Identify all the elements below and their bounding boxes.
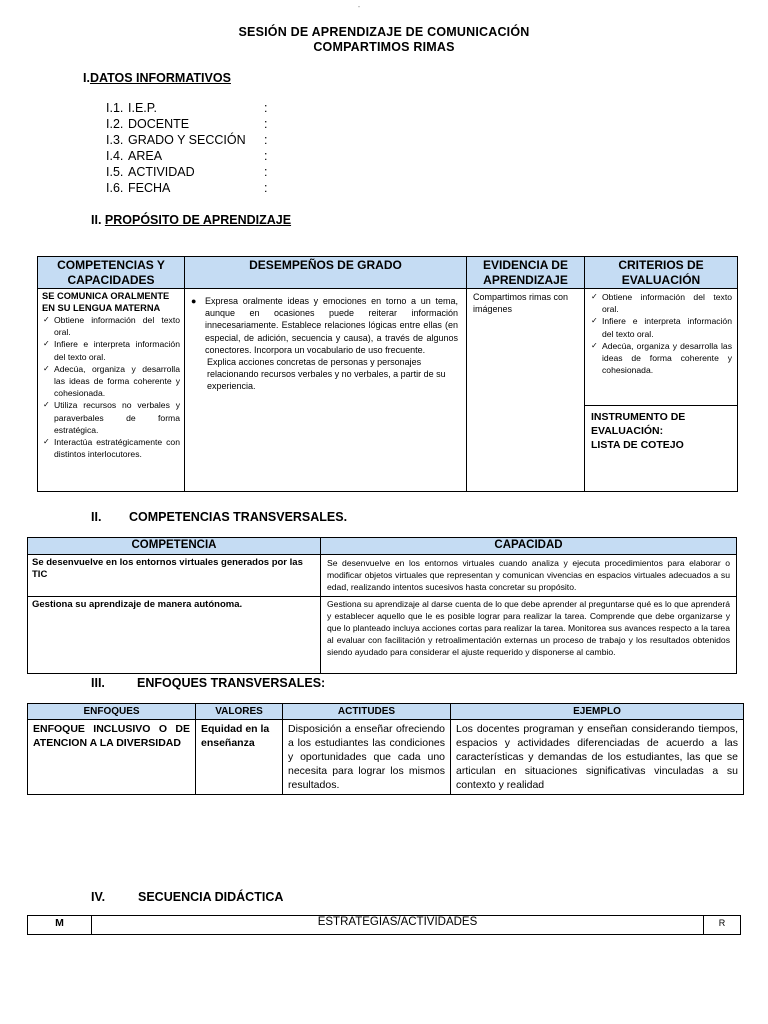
table-row: [28, 596, 737, 673]
table-row: [28, 720, 744, 795]
header-criterios: CRITERIOS DE EVALUACIÓN: [585, 257, 738, 289]
capacity-description: Se desenvuelve en los entornos virtuales cuando analiza y ejecuta procedimientos para elaborar o modificar objetos virtuales que representan y comunican vivencias en espacios virtuales adecuados a su edad, realizando intentos sucesivos hasta concretar su propósito.: [321, 555, 737, 597]
header-valores: VALORES: [196, 704, 283, 720]
info-row: [106, 133, 267, 147]
info-num: I.4.: [106, 149, 124, 163]
info-num: I.1.: [106, 101, 124, 115]
criteria-cell: [585, 289, 738, 492]
section-label: PROPÓSITO DE APRENDIZAJE: [104, 213, 292, 227]
purpose-table: [37, 256, 738, 492]
info-label: GRADO Y SECCIÓN: [128, 133, 246, 147]
instrument-line: INSTRUMENTO DE: [591, 411, 686, 423]
instrument-box: [585, 406, 737, 456]
section-label: SECUENCIA DIDÁCTICA: [138, 890, 284, 904]
info-label: AREA: [128, 149, 163, 163]
header-estrategias: ESTRATEGIAS/ACTIVIDADES: [92, 916, 704, 935]
competence-title: SE COMUNICA ORALMENTE EN SU LENGUA MATERNA: [42, 291, 170, 313]
header-competencia: COMPETENCIA: [28, 538, 321, 555]
check-icon: ✓: [43, 339, 50, 349]
page-title: SESIÓN DE APRENDIZAJE DE COMUNICACIÓN: [238, 25, 530, 39]
competence-name: Se desenvuelve en los entornos virtuales generados por las TIC: [28, 555, 321, 597]
capacity-list: [42, 314, 180, 460]
info-sep: :: [264, 165, 268, 179]
section-number: II.: [91, 213, 102, 227]
criteria-text: Infiere e interpreta información del texto oral.: [602, 316, 732, 339]
list-item: [42, 363, 180, 400]
header-actitudes: ACTITUDES: [283, 704, 451, 720]
info-row: [106, 165, 267, 179]
info-sep: :: [264, 101, 268, 115]
section-proposito: [91, 213, 291, 227]
header-recursos: R: [704, 916, 741, 935]
capacity-text: Utiliza recursos no verbales y paraverbales de forma estratégica.: [54, 400, 180, 435]
section-number: IV.: [91, 890, 106, 904]
list-item: [590, 340, 732, 377]
header-enfoques: ENFOQUES: [28, 704, 196, 720]
check-icon: ✓: [591, 316, 598, 326]
list-item: [590, 315, 732, 339]
section-number: I.: [83, 71, 90, 85]
section-number: III.: [91, 676, 105, 690]
info-label: DOCENTE: [128, 117, 190, 131]
section-label: ENFOQUES TRANSVERSALES:: [137, 676, 326, 690]
list-item: [42, 314, 180, 338]
transversal-table: [27, 537, 737, 674]
performance-item: [191, 356, 458, 393]
info-num: I.2.: [106, 117, 124, 131]
section-secuencia: [91, 890, 283, 904]
info-num: I.6.: [106, 181, 124, 195]
header-capacidad: CAPACIDAD: [321, 538, 737, 555]
approaches-table: [27, 703, 744, 795]
header-desempenos: DESEMPEÑOS DE GRADO: [185, 257, 467, 289]
table-row: [28, 555, 737, 597]
header-evidencia: EVIDENCIA DE APRENDIZAJE: [467, 257, 585, 289]
performance-cell: [185, 289, 467, 492]
info-sep: :: [264, 149, 268, 163]
criteria-text: Obtiene información del texto oral.: [602, 292, 732, 315]
instrument-line: EVALUACIÓN:: [591, 425, 664, 437]
info-sep: :: [264, 117, 268, 131]
performance-item: [191, 295, 458, 356]
criteria-list: [590, 291, 732, 376]
section-datos-informativos: [83, 71, 231, 85]
criteria-box: [585, 289, 737, 406]
section-label: DATOS INFORMATIVOS: [89, 71, 231, 85]
info-label: I.E.P.: [128, 101, 157, 115]
bullet-icon: ●: [191, 296, 197, 306]
section-competencias-transversales: [91, 510, 347, 524]
capacity-text: Adecúa, organiza y desarrolla las ideas de forma coherente y cohesionada.: [54, 363, 180, 399]
list-item: [590, 291, 732, 315]
list-item: [42, 436, 180, 460]
capacity-text: Infiere e interpreta información del texto oral.: [54, 339, 180, 362]
evidence-text: Compartimos rimas con imágenes: [473, 292, 569, 315]
criteria-text: Adecúa, organiza y desarrolla las ideas de forma coherente y cohesionada.: [602, 340, 732, 376]
info-row: [106, 181, 267, 195]
performance-text: Expresa oralmente ideas y emociones en torno a un tema, aunque en ocasiones puede reiterar información innecesariamente. Establece relaciones lógicas entre ellas (en especial, de adición, secuencia y causa), a través de algunos conectores. Incorpora un vocabulario de uso frecuente.: [205, 296, 458, 355]
info-num: I.3.: [106, 133, 124, 147]
info-row: [106, 149, 267, 163]
info-sep: :: [264, 181, 268, 195]
capacity-text: Interactúa estratégicamente con distintos interlocutores.: [54, 437, 180, 460]
header-ejemplo: EJEMPLO: [451, 704, 744, 720]
sequence-table: [27, 915, 741, 935]
list-item: [42, 399, 180, 436]
competence-name: Gestiona su aprendizaje de manera autónoma.: [28, 596, 321, 673]
evidence-cell: [467, 289, 585, 492]
info-row: [106, 101, 267, 115]
info-label: FECHA: [128, 181, 171, 195]
check-icon: ✓: [591, 340, 598, 350]
list-item: [42, 338, 180, 362]
check-icon: ✓: [43, 400, 50, 410]
section-enfoques: [91, 676, 325, 690]
capacity-description: Gestiona su aprendizaje al darse cuenta de lo que debe aprender al preguntarse qué es lo que aprenderá y establecer aquello que le es posible lograr para realizar la tarea. Comprende que debe organizarse y que lo planteado incluya acciones cortas para realizar la tarea. Monitorea sus avances respecto a la tarea al evaluar con facilitación y retroalimentación externas un proceso de trabajo y los resultados obtenidos siendo ayudado para considerar el ajuste requerido y disponerse al cambio.: [321, 596, 737, 673]
section-number: II.: [91, 510, 102, 524]
header-competencias: COMPETENCIAS Y CAPACIDADES: [38, 257, 185, 289]
value-name: Equidad en la enseñanza: [196, 720, 283, 795]
check-icon: ✓: [43, 363, 50, 373]
info-sep: :: [264, 133, 268, 147]
info-row: [106, 117, 267, 131]
header-momento: M: [28, 916, 92, 935]
page-subtitle: COMPARTIMOS RIMAS: [313, 40, 455, 54]
check-icon: ✓: [43, 437, 50, 447]
check-icon: ✓: [43, 315, 50, 324]
info-label: ACTIVIDAD: [128, 165, 195, 179]
section-label: COMPETENCIAS TRANSVERSALES.: [129, 510, 348, 524]
competence-cell: [38, 289, 185, 492]
info-num: I.5.: [106, 165, 124, 179]
attitude-text: Disposición a enseñar ofreciendo a los estudiantes las condiciones y oportunidades que cada uno necesita para lograr los mismos resultados.: [283, 720, 451, 795]
check-icon: ✓: [591, 292, 598, 301]
performance-text: Explica acciones concretas de personas y personajes relacionando recursos verbales y no verbales, a partir de su experiencia.: [207, 357, 446, 392]
page-mark: ": [358, 6, 360, 12]
capacity-text: Obtiene información del texto oral.: [54, 315, 180, 338]
example-text: Los docentes programan y enseñan considerando tiempos, espacios y actividades diferenciadas de acuerdo a las características y demandas de los estudiantes, las que se articulan en situaciones significativas vinculadas a su contexto y realidad: [451, 720, 744, 795]
instrument-line: LISTA DE COTEJO: [591, 439, 684, 451]
approach-name: ENFOQUE INCLUSIVO O DE ATENCION A LA DIVERSIDAD: [28, 720, 196, 795]
